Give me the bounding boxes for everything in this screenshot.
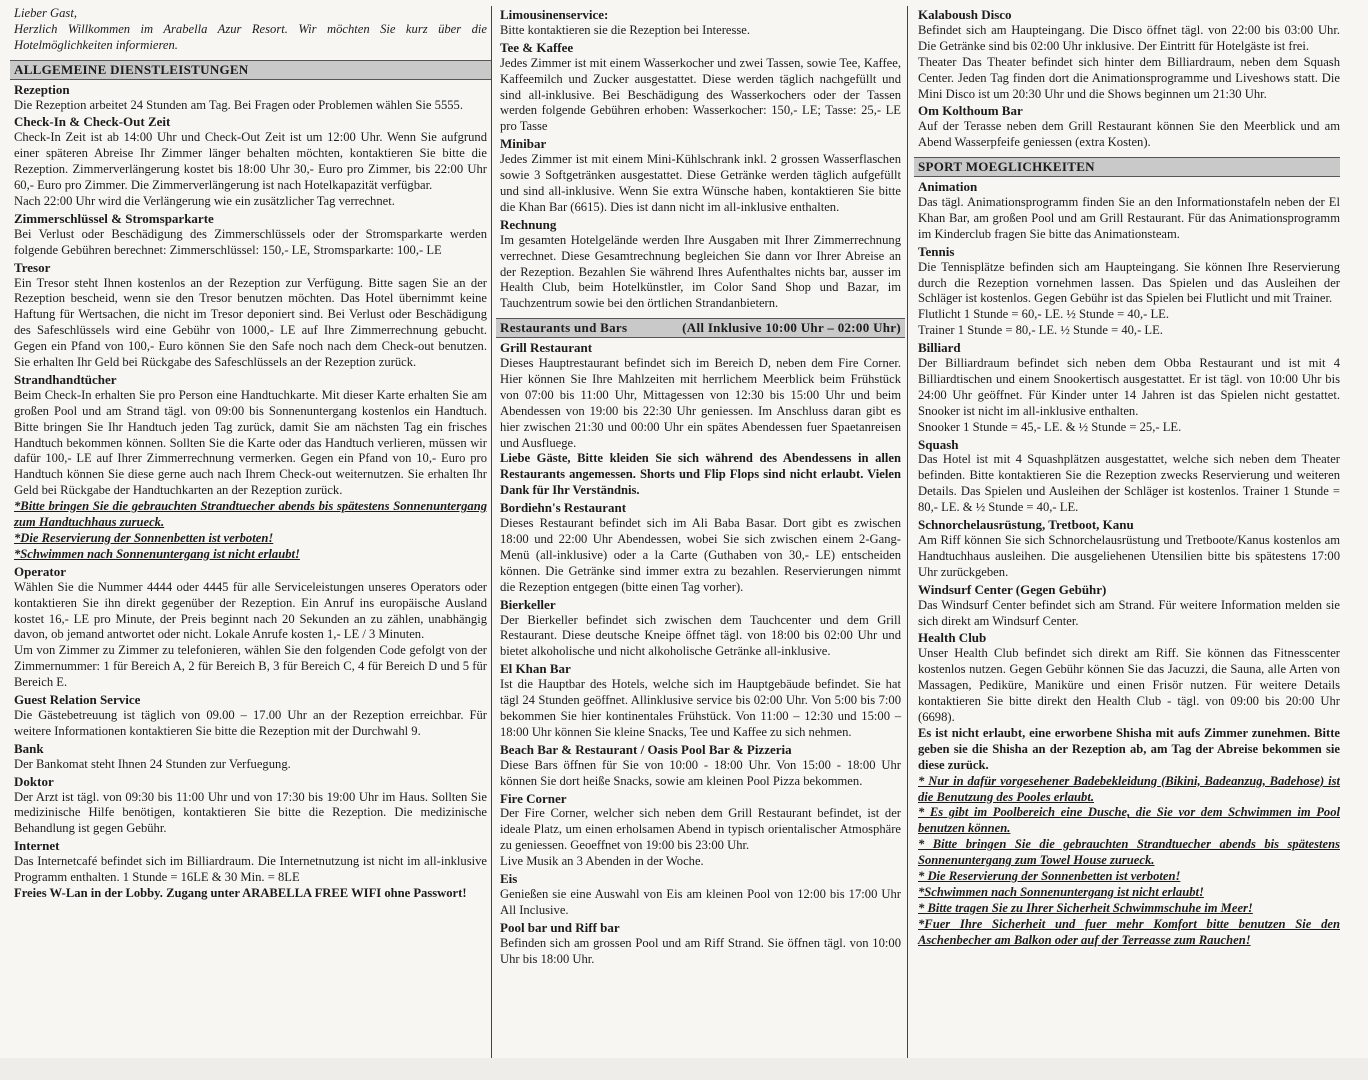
section-text: Der Bierkeller befindet sich zwischen dem Tauchcenter und dem Grill Restaurant. Diese deutsche Kneipe öffnet tägl. von 18:00 bis 02:00 Uhr und bietet alkoholische und nicht alkoholische Getränke all-inklusive. (500, 612, 901, 659)
band-hours: (All Inklusive 10:00 Uhr – 02:00 Uhr) (682, 320, 901, 336)
section-title: Bank (14, 740, 44, 756)
section-title: Rezeption (14, 81, 70, 97)
rule-note: *Schwimmen nach Sonnenuntergang ist nicht erlaubt! (918, 884, 1204, 899)
rule-note: * Nur in dafür vorgesehener Badebekleidung (Bikini, Badeanzug, Badehose) ist die Benutzung des Pooles erlaubt. (918, 773, 1340, 804)
section-title: Bierkeller (500, 596, 556, 612)
section-band-sport: SPORT MOEGLICHKEITEN (914, 157, 1340, 177)
band-title: Restaurants und Bars (500, 320, 628, 336)
section-text: Auf der Terasse neben dem Grill Restaurant können Sie den Meerblick und am Abend Wasserpfeife geniessen (extra Kosten). (918, 119, 1340, 150)
section-title: Zimmerschlüssel & Stromsparkarte (14, 210, 214, 226)
section-list (14, 564, 487, 886)
rule-note: * Es gibt im Poolbereich eine Dusche, die Sie vor dem Schwimmen im Pool benutzen können. (918, 805, 1340, 836)
section-list (500, 340, 901, 967)
rule-note: *Bitte bringen Sie die gebrauchten Strandtuecher abends bis spätestens Sonnenuntergang zum Handtuchhaus zurueck. (14, 499, 487, 530)
section-title: Kalaboush Disco (918, 7, 1012, 22)
section-text: Das Windsurf Center befindet sich am Strand. Für weitere Information melden sie sich direkt am Windsurf Center. (918, 597, 1340, 628)
section-text: Ein Tresor steht Ihnen kostenlos an der Rezeption zur Verfügung. Bitte sagen Sie an der Rezeption bescheid, wenn sie den Tresor benutzen möchten. Das Hotel übernimmt keine Haftung für Wertsachen, die nicht im Tresor deponiert sind. Bei Verlust oder Beschädigung des Safeschlüssels wird eine Gebühr von 1000,- LE auf Ihre Zimmerrechnung gebucht. Gegen ein Pfand von 100,- Euro können Sie den Safe noch nach dem Check-out benutzen. Sie erhalten Ihr Geld bei Rückgabe des Safeschlüssels an der Rezeption zurück. (14, 275, 487, 370)
section-title: Animation (918, 179, 978, 195)
section-title: Internet (14, 838, 60, 854)
section-text: Bitte kontaktieren sie die Rezeption bei Interesse. (500, 22, 751, 37)
section-title: Pool bar und Riff bar (500, 919, 620, 935)
column-1 (10, 6, 492, 1064)
section-title: Bordiehn's Restaurant (500, 500, 627, 516)
section-title: Minibar (500, 136, 547, 152)
section-text: Jedes Zimmer ist mit einem Mini-Kühlschrank inkl. 2 grossen Wasserflaschen sowie 3 Softgetränken ausgestattet. Diese Getränke werden täglich aufgefüllt und sind all-inklusive. Wenn Sie extra Wünsche haben, kontaktieren Sie bitte die Khan Bar (6615). Dies ist dann nicht im all-inklusive enthalten. (500, 152, 901, 214)
section-text: Befinden sich am grossen Pool und am Riff Strand. Sie öffnen tägl. von 10:00 Uhr bis 18:00 Uhr. (500, 935, 901, 966)
rule-note: *Die Reservierung der Sonnenbetten ist verboten! (14, 531, 274, 545)
section-text: Der Bankomat steht Ihnen 24 Stunden zur Verfuegung. (14, 756, 291, 771)
wifi-note: Freies W-Lan in der Lobby. Zugang unter ARABELLA FREE WIFI ohne Passwort! (14, 885, 467, 900)
section-text: Das Hotel ist mit 4 Squashplätzen ausgestattet, welche sich neben dem Theater befinden. Bitte kontaktieren Sie die Rezeption zwecks Reservierung und weiteren Details. Das Spielen und Ausleihen der Schläger ist kostenlos. Trainer 1 Stunde = 80,- LE. & ½ Stunde = 40,- LE. (918, 452, 1340, 515)
column-2 (492, 6, 908, 1064)
section-text: Der Fire Corner, welcher sich neben dem Grill Restaurant befindet, ist der ideale Platz, um einen erholsamen Abend in typisch orientalischer Atmosphäre zu geniessen. Geoeffnet von 19:00 bis 23:00 Uhr. Live Musik an 3 Abenden in der Woche. (500, 806, 901, 869)
section-title: Check-In & Check-Out Zeit (14, 114, 171, 130)
section-title: Doktor (14, 773, 54, 789)
section-title: Limousinenservice: (500, 7, 609, 22)
section-text: Unser Health Club befindet sich direkt am Riff. Sie können das Fitnesscenter kostenlos nutzen. Gegen Gebühr können Sie das Jacuzzi, die Sauna, alle Arten von Massagen, Pediküre, Maniküre und einen Frisör nutzen. Für weitere Details kontaktieren Sie bitte direkt den Health Club - tägl. von 09:00 bis 20:00 Uhr (6698). (918, 646, 1340, 724)
section-list (14, 82, 487, 500)
rule-note: *Schwimmen nach Sonnenuntergang ist nicht erlaubt! (14, 546, 300, 561)
section-text: Die Gästebetreuung ist täglich von 09.00 – 17.00 Uhr an der Rezeption erreichbar. Für weitere Informationen kontaktieren Sie bitte die Rezeption mit der Durchwahl 9. (14, 707, 487, 738)
section-title: Windsurf Center (Gegen Gebühr) (918, 581, 1107, 597)
section-text: Das Internetcafé befindet sich im Billiardraum. Die Internetnutzung ist nicht im all-inklusive Programm enthalten. 1 Stunde = 16LE & 30 Min. = 8LE (14, 854, 487, 885)
section-title: Squash (918, 436, 959, 452)
section-text: Genießen sie eine Auswahl von Eis am kleinen Pool von 12:00 bis 17:00 Uhr All Inclusive. (500, 886, 901, 917)
section-title: El Khan Bar (500, 661, 571, 677)
columns (10, 6, 1358, 1064)
section-text: Im gesamten Hotelgelände werden Ihre Ausgaben mit Ihrer Zimmerrechnung verrechnet. Diese Gesamtrechnung begleichen Sie dann vor Ihrer Abreise an der Rezeption. Bezahlen Sie während Ihres Aufenthaltes nichts bar, ausser im Health Club, beim Hotelkünstler, im Color Sand Shop und Bazar, im Tauchzentrum sowie bei den örtlichen Strandanbietern. (500, 232, 901, 311)
section-band-restaurants (496, 318, 905, 338)
section-list (500, 7, 901, 312)
shisha-note: Es ist nicht erlaubt, eine erworbene Shisha mit aufs Zimmer zunehmen. Bitte geben sie die Shisha an der Rezeption ab, am Tag der Abreise bekommen sie diese zurück. (918, 725, 1340, 772)
column-3 (908, 6, 1340, 1064)
section-text: Diese Bars öffnen für Sie von 10:00 - 18:00 Uhr. Von 15:00 - 18:00 Uhr können Sie dort heiße Snacks, sowie am kleinen Pool Pizza bekommen. (500, 757, 901, 788)
section-title: Tee & Kaffee (500, 39, 574, 55)
section-text: Bei Verlust oder Beschädigung des Zimmerschlüssels oder der Stromsparkarte werden folgende Gebühren berechnet: Zimmerschlüssel: 150,- LE, Stromsparkarte: 100,- LE (14, 226, 487, 257)
section-title: Om Kolthoum Bar (918, 103, 1023, 119)
rule-note: * Bitte bringen Sie die gebrauchten Strandtuecher abends bis spätestens Sonnenuntergang zum Towel House zurueck. (918, 837, 1340, 868)
section-title: Health Club (918, 630, 987, 646)
greeting: Lieber Gast, Herzlich Willkommen im Arabella Azur Resort. Wir möchten Sie kurz über die Hotelmöglichkeiten informieren. (14, 6, 487, 52)
section-title: Rechnung (500, 216, 557, 232)
section-band-general: ALLGEMEINE DIENSTLEISTUNGEN (10, 60, 491, 80)
section-title: Eis (500, 871, 518, 887)
section-title: Fire Corner (500, 790, 567, 806)
section-text: Beim Check-In erhalten Sie pro Person eine Handtuchkarte. Mit dieser Karte erhalten Sie am großen Pool und am Strand tägl. von 09:00 bis Sonnenuntergang kostenlos ein Handtuch. Bitte bringen Sie Ihr Handtuch jeden Tag zurück, damit Sie am nächsten Tag ein frisches Handtuch bekommen können. Sollten Sie die Karte oder das Handtuch verlieren, müssen wir dafür 100,- LE auf Ihrer Zimmerrechnung vermerken. Gegen ein Pfand von 10,- Euro pro Handtuch können Sie diese gerne auch nach Ihrem Check-out weiternutzen. Sie erhalten Ihr Geld bei Rückgabe der Handtuchkarten an der Rezeption zurück. (14, 387, 487, 498)
section-list (918, 179, 1340, 726)
section-list (918, 7, 1340, 151)
section-title: Operator (14, 563, 66, 579)
section-text: Am Riff können Sie sich Schnorchelausrüstung und Tretboote/Kanus kostenlos am Handtuchhaus ausleihen. Die ausgeliehenen Utensilien bitte bis spätestens 17:00 Uhr zurückgeben. (918, 533, 1340, 579)
page-edge (0, 1058, 1368, 1080)
section-title: Schnorchelausrüstung, Tretboot, Kanu (918, 517, 1134, 533)
section-text: Der Billiardraum befindet sich neben dem Obba Restaurant und ist mit 4 Billiardtischen und einem Snookertisch ausgestattet. Er ist tägl. von 10:00 Uhr bis 24:00 Uhr geöffnet. Für Kinder unter 14 Jahren ist das Spielen nicht gestattet. Snooker ist nicht im all-inklusive enthalten. Snooker 1 Stunde = 45,- LE. & ½ Stunde = 25,- LE. (918, 356, 1340, 434)
section-text: Jedes Zimmer ist mit einem Wasserkocher und zwei Tassen, sowie Tee, Kaffee, Kaffeemilch und Zucker ausgestattet. Diese werden täglich nachgefüllt und sind all-inklusive. Bei Beschädigung des Wasserkochers oder der Tassen werden folgende Gebühren erhoben: Wasserkocher: 150,- LE; Tasse: 25,- LE pro Tasse (500, 55, 901, 134)
dress-code-note: Liebe Gäste, Bitte kleiden Sie sich während des Abendessens in allen Restaurants angemessen. Shorts und Flip Flops sind nicht erlaubt. Vielen Dank für Ihr Verständnis. (500, 451, 901, 498)
section-text: Der Arzt ist tägl. von 09:30 bis 11:00 Uhr und von 17:30 bis 19:00 Uhr im Haus. Sollten Sie medizinische Hilfe benötigen, kontaktieren Sie bitte die Rezeption. Die medizinische Behandlung ist gegen Gebühr. (14, 789, 487, 836)
rule-note: * Die Reservierung der Sonnenbetten ist verboten! (918, 869, 1181, 884)
rule-note: * Bitte tragen Sie zu Ihrer Sicherheit Schwimmschuhe im Meer! (918, 900, 1253, 915)
section-text: Check-In Zeit ist ab 14:00 Uhr und Check-Out Zeit ist um 12:00 Uhr. Wenn Sie aufgrund einer späteren Abreise Ihr Zimmer länger behalten möchten, kontaktieren Sie bitte die Rezeption. Zimmerverlängerung kostet bis 18:00 Uhr 30,- Euro pro Zimmer, bis 22:00 Uhr 60,- Euro pro Zimmer. Die Zimmerverlängerung ist nach Hotelkapazität verfügbar. Nach 22:00 Uhr wird die Verlängerung wie ein zusätzlicher Tag verrechnet. (14, 130, 487, 208)
section-text: Befindet sich am Haupteingang. Die Disco öffnet tägl. von 22:00 bis 03:00 Uhr. Die Getränke sind bis 02:00 Uhr inklusive. Der Eintritt für Hotelgäste ist frei. Theater Das Theater befindet sich hinter dem Billiardraum, neben dem Squash Center. Jeden Tag finden dort die Animationsprogramme und Liveshows statt. Die Mini Disco ist um 20:30 Uhr und die Shows beginnen um 21:30 Uhr. (918, 22, 1340, 101)
section-text: Die Rezeption arbeitet 24 Stunden am Tag. Bei Fragen oder Problemen wählen Sie 5555. (14, 97, 464, 112)
section-title: Billiard (918, 340, 961, 356)
section-title: Grill Restaurant (500, 340, 593, 356)
rule-note: *Fuer Ihre Sicherheit und fuer mehr Komfort bitte benutzen Sie den Aschenbecher am Balkon oder auf der Terreasse zum Rauchen! (918, 916, 1340, 947)
section-text: Das tägl. Animationsprogramm finden Sie an den Informationstafeln neben der El Khan Bar, am großen Pool und am Grill Restaurant. Für das Animationsprogramm im Kinderclub fragen Sie bitte das Animationsteam. (918, 194, 1340, 241)
section-title: Guest Relation Service (14, 692, 141, 708)
section-text: Dieses Hauptrestaurant befindet sich im Bereich D, neben dem Fire Corner. Hier können Sie Ihre Mahlzeiten mit herrlichem Meerblick beim Frühstück von 07:00 bis 11:00 Uhr, Mittagessen von 12:30 bis 15:00 Uhr und beim Abendessen von 19:00 bis 22:30 Uhr geniessen. Im Anschluss daran gibt es hier zwischen 21:30 und 00:00 Uhr ein spätes Abendessen fuer Spaetanreisen und Ausfluege. (500, 356, 901, 450)
section-text: Dieses Restaurant befindet sich im Ali Baba Basar. Dort gibt es zwischen 18:00 und 22:00 Uhr Abendessen, wobei Sie sich zwischen einem 2-Gang-Menü (all-inklusive) oder a la Carte (Guthaben von 30,- LE) entscheiden können. Die Getränke sind immer extra zu bezahlen. Reservierungen nimmt die Rezeption entgegen (bitte einen Tag vorher). (500, 516, 901, 594)
section-title: Tennis (918, 243, 955, 259)
section-text: Ist die Hauptbar des Hotels, welche sich im Hauptgebäude befindet. Sie hat tägl 24 Stunden geöffnet. Allinklusive service bis 02:00 Uhr. Von 5:00 bis 7:00 bekommen Sie hier kontinentales Frühstück. Von 11:00 – 12:30 und 15:00 – 18:00 Uhr können Sie kleine Snacks, Tee und Kaffee zu sich nehmen. (500, 677, 901, 739)
section-title: Tresor (14, 259, 51, 275)
section-text: Wählen Sie die Nummer 4444 oder 4445 für alle Serviceleistungen unseres Operators oder kontaktieren Sie ihn direkt gegenüber der Rezeption. Ein Anruf ins europäische Ausland kostet 16,- LE pro Minute, der Preis beginnt nach 20 Sekunden an zu zählen, unabhängig davon, ob jemand antwortet oder nicht. Lokale Anrufe kosten 1,- LE / 3 Minuten. Um von Zimmer zu Zimmer zu telefonieren, wählen Sie den folgenden Code gefolgt von der Zimmernummer: 1 für Bereich A, 2 für Bereich B, 3 für Bereich C, 4 für Bereich D und 5 für Bereich E. (14, 579, 487, 690)
section-title: Strandhandtücher (14, 371, 117, 387)
section-text: Die Tennisplätze befinden sich am Haupteingang. Sie können Ihre Reservierung durch die Rezeption vornehmen lassen. Das Spielen und das Ausleihen der Schläger ist kostenlos. Gegen Gebühr ist das Spielen bei Flutlicht und mit Trainer. Flutlicht 1 Stunde = 60,- LE. ½ Stunde = 40,- LE. Trainer 1 Stunde = 80,- LE. ½ Stunde = 40,- LE. (918, 259, 1340, 338)
section-title: Beach Bar & Restaurant / Oasis Pool Bar & Pizzeria (500, 741, 792, 757)
